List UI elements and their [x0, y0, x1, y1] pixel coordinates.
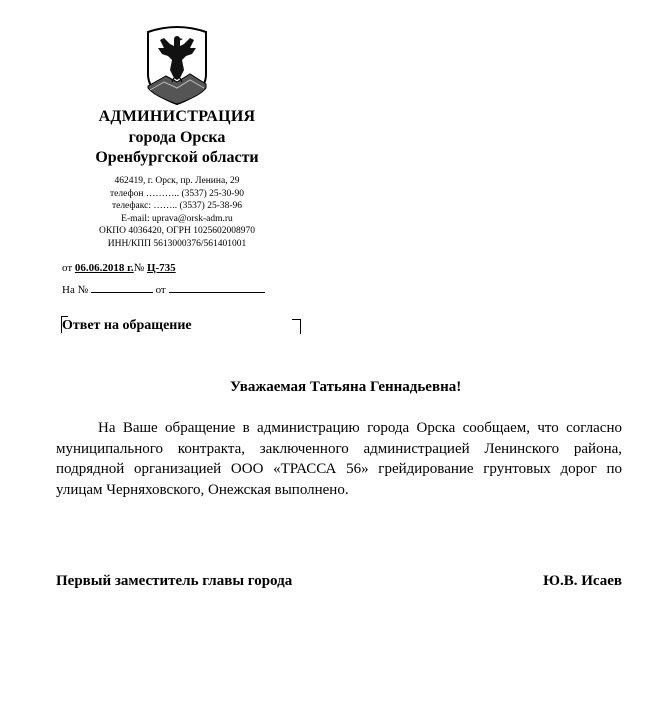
organization-city: города Орска: [128, 129, 226, 146]
contact-block: [40, 175, 314, 251]
from-prefix: от: [62, 262, 75, 274]
letter-number: Ц-735: [146, 262, 176, 274]
okpo-ogrn-line: ОКПО 4036420, ОГРН 1025602008970: [99, 226, 255, 237]
letter-date: 06.06.2018 г.: [74, 262, 134, 274]
orsk-coat-of-arms-icon: [144, 22, 210, 106]
inn-kpp-line: ИНН/КПП 5613000376/561401001: [107, 238, 247, 249]
greeting: Уважаемая Татьяна Геннадьевна!: [230, 379, 462, 395]
phone-line: телефон ……….. (3537) 25-30-90: [110, 188, 244, 199]
letter-subject: Ответ на обращение: [62, 318, 192, 333]
incoming-reference: [62, 283, 265, 296]
organization-region: Оренбургской области: [95, 149, 259, 166]
in-reply-date-blank: [169, 283, 265, 293]
signer-name: Ю.В. Исаев: [543, 573, 622, 589]
in-reply-prefix: На №: [62, 284, 91, 296]
outgoing-reference: [62, 262, 176, 274]
number-prefix: №: [133, 262, 147, 274]
in-reply-from: от: [152, 284, 169, 296]
signer-title: Первый заместитель главы города: [56, 573, 293, 589]
organization-name: АДМИНИСТРАЦИЯ: [98, 108, 256, 125]
letter-body: На Ваше обращение в администрацию города Орска сообщаем, что согласно муниципального контракта, заключенного администрацией Ленинского района, подрядной организацией ООО «ТРАССА 56» грейдирование грунтовых дорог по улицам Черняховского, Онежская выполнено.: [56, 420, 622, 498]
fax-line: телефакс: …….. (3537) 25-38-96: [111, 201, 243, 212]
address-line: 462419, г. Орск, пр. Ленина, 29: [114, 176, 240, 186]
email-line: E-mail: uprava@orsk-adm.ru: [121, 213, 233, 224]
in-reply-number-blank: [91, 283, 153, 293]
subject-corner-right: [292, 319, 301, 334]
